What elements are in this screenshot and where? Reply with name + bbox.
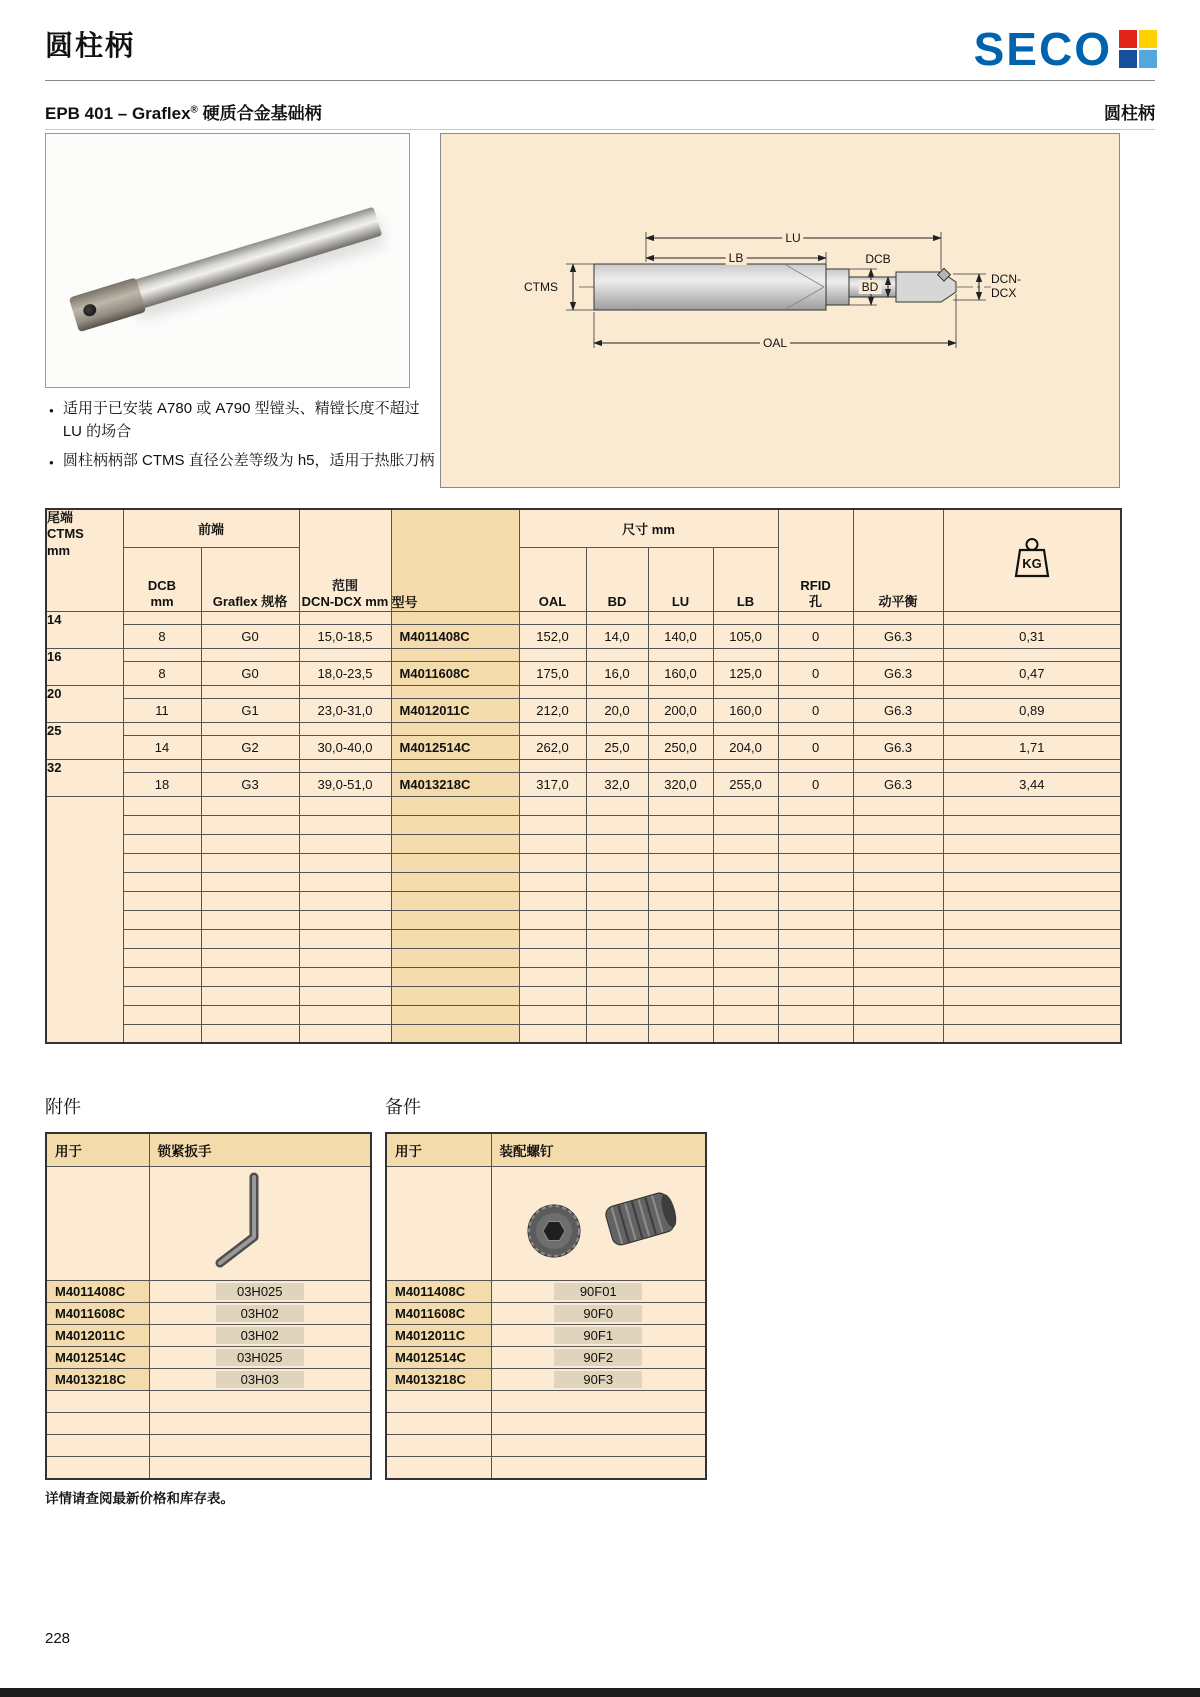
tech-diagram-svg bbox=[441, 134, 1121, 489]
empty-row bbox=[46, 815, 1121, 834]
bullet-icon: ● bbox=[49, 406, 54, 415]
spare-image-row bbox=[386, 1167, 706, 1281]
cell-spare-code: 90F01 bbox=[554, 1283, 642, 1300]
cell-oal: 175,0 bbox=[519, 661, 586, 685]
cell-ctms: 20 bbox=[46, 685, 123, 722]
empty-row bbox=[46, 834, 1121, 853]
cell-graflex: G1 bbox=[201, 698, 299, 722]
cell-accessory-code: 03H025 bbox=[216, 1349, 304, 1366]
empty-row bbox=[46, 1435, 371, 1457]
list-item bbox=[386, 1303, 706, 1325]
col-header-for: 用于 bbox=[386, 1133, 491, 1167]
cell-part-number: M4013218C bbox=[46, 1369, 149, 1391]
footer-note: 详情请查阅最新价格和库存表。 bbox=[45, 1491, 234, 1506]
cell-accessory-code: 03H02 bbox=[216, 1327, 304, 1344]
col-header-screw: 装配螺钉 bbox=[491, 1133, 706, 1167]
cell-spare-code: 90F0 bbox=[554, 1305, 642, 1322]
empty-row bbox=[386, 1435, 706, 1457]
cell-rfid: 0 bbox=[778, 698, 853, 722]
cell-bd: 25,0 bbox=[586, 735, 648, 759]
empty-row bbox=[386, 1457, 706, 1479]
cell-rfid: 0 bbox=[778, 735, 853, 759]
svg-text:KG: KG bbox=[1022, 555, 1042, 571]
dim-label-dcn-dcx: DCN- DCX bbox=[991, 272, 1021, 300]
cell-oal: 152,0 bbox=[519, 624, 586, 648]
cell-graflex: G0 bbox=[201, 624, 299, 648]
accessories-title: 附件 bbox=[45, 1097, 81, 1117]
cell-graflex: G0 bbox=[201, 661, 299, 685]
cell-model: M4013218C bbox=[391, 772, 519, 796]
empty-row bbox=[46, 986, 1121, 1005]
cell-kg: 3,44 bbox=[943, 772, 1121, 796]
empty-row bbox=[46, 967, 1121, 986]
cell-part-number: M4011408C bbox=[46, 1281, 149, 1303]
cell-kg: 1,71 bbox=[943, 735, 1121, 759]
cell-rfid: 0 bbox=[778, 661, 853, 685]
product-photo bbox=[45, 133, 410, 388]
spacer-row bbox=[46, 648, 1121, 661]
cell-lu: 250,0 bbox=[648, 735, 713, 759]
kg-weight-icon bbox=[1009, 536, 1055, 582]
empty-row bbox=[46, 1413, 371, 1435]
cell-lu: 160,0 bbox=[648, 661, 713, 685]
cell-kg: 0,31 bbox=[943, 624, 1121, 648]
cell-range: 18,0-23,5 bbox=[299, 661, 391, 685]
list-item bbox=[386, 1347, 706, 1369]
cell-range: 39,0-51,0 bbox=[299, 772, 391, 796]
cell-ctms: 14 bbox=[46, 611, 123, 648]
cell-lb: 255,0 bbox=[713, 772, 778, 796]
cell-oal: 262,0 bbox=[519, 735, 586, 759]
cell-model: M4011608C bbox=[391, 661, 519, 685]
list-item bbox=[386, 1369, 706, 1391]
cell-accessory-code: 03H025 bbox=[216, 1283, 304, 1300]
cell-kg: 0,89 bbox=[943, 698, 1121, 722]
col-header-for: 用于 bbox=[46, 1133, 149, 1167]
cell-part-number: M4011608C bbox=[46, 1303, 149, 1325]
section-divider bbox=[45, 129, 1155, 130]
list-item bbox=[46, 1303, 371, 1325]
page-bottom-bar bbox=[0, 1688, 1200, 1697]
cell-rfid: 0 bbox=[778, 624, 853, 648]
cell-part-number: M4011408C bbox=[386, 1281, 491, 1303]
col-header-rfid: RFID 孔 bbox=[778, 509, 853, 611]
bullet-item: ● 圆柱柄柄部 CTMS 直径公差等级为 h5，适用于热胀刀柄 bbox=[47, 450, 439, 473]
col-header-lb: LB bbox=[713, 547, 778, 611]
col-header-model: 型号 bbox=[391, 509, 519, 611]
spares-title: 备件 bbox=[385, 1097, 421, 1117]
empty-row bbox=[46, 948, 1121, 967]
spacer-row bbox=[46, 611, 1121, 624]
cell-balance: G6.3 bbox=[853, 661, 943, 685]
cell-ctms: 16 bbox=[46, 648, 123, 685]
cell-kg: 0,47 bbox=[943, 661, 1121, 685]
col-header-weight bbox=[943, 509, 1121, 611]
cell-oal: 317,0 bbox=[519, 772, 586, 796]
cell-dcb: 8 bbox=[123, 624, 201, 648]
hex-key-icon bbox=[150, 1167, 370, 1277]
empty-row bbox=[46, 1005, 1121, 1024]
cell-range: 15,0-18,5 bbox=[299, 624, 391, 648]
dim-label-oal: OAL bbox=[760, 336, 790, 350]
accessory-image-row bbox=[46, 1167, 371, 1281]
col-header-oal: OAL bbox=[519, 547, 586, 611]
cell-part-number: M4013218C bbox=[386, 1369, 491, 1391]
cell-lb: 204,0 bbox=[713, 735, 778, 759]
set-screws-icon bbox=[492, 1167, 705, 1277]
accessories-section bbox=[45, 1093, 370, 1480]
spacer-row bbox=[46, 685, 1121, 698]
cell-bd: 20,0 bbox=[586, 698, 648, 722]
cell-part-number: M4011608C bbox=[386, 1303, 491, 1325]
main-product-table bbox=[45, 508, 1122, 1044]
bullet-icon: ● bbox=[49, 458, 54, 467]
bullet-item: ● 适用于已安装 A780 或 A790 型镗头、精镗长度不超过 LU 的场合 bbox=[47, 398, 439, 443]
empty-row bbox=[46, 929, 1121, 948]
cell-bd: 16,0 bbox=[586, 661, 648, 685]
cell-ctms: 25 bbox=[46, 722, 123, 759]
cell-ctms: 32 bbox=[46, 759, 123, 796]
cell-balance: G6.3 bbox=[853, 772, 943, 796]
cell-dcb: 18 bbox=[123, 772, 201, 796]
list-item bbox=[386, 1281, 706, 1303]
empty-row bbox=[46, 872, 1121, 891]
seco-logo bbox=[973, 23, 1157, 75]
shank-hole bbox=[82, 303, 98, 318]
spacer-row bbox=[46, 759, 1121, 772]
list-item bbox=[46, 1281, 371, 1303]
cell-graflex: G2 bbox=[201, 735, 299, 759]
list-item bbox=[386, 1325, 706, 1347]
shank-rod bbox=[68, 204, 383, 333]
col-header-tail-ctms: 尾端 CTMS mm bbox=[46, 509, 123, 611]
bullet-list bbox=[47, 398, 439, 480]
cell-range: 30,0-40,0 bbox=[299, 735, 391, 759]
cell-spare-code: 90F2 bbox=[554, 1349, 642, 1366]
dim-label-lb: LB bbox=[726, 251, 747, 265]
empty-row bbox=[386, 1413, 706, 1435]
empty-row bbox=[46, 796, 1121, 815]
empty-row bbox=[46, 1457, 371, 1479]
cell-model: M4012011C bbox=[391, 698, 519, 722]
col-header-dcb: DCB mm bbox=[123, 547, 201, 611]
cell-balance: G6.3 bbox=[853, 624, 943, 648]
cell-accessory-code: 03H02 bbox=[216, 1305, 304, 1322]
spares-section bbox=[385, 1093, 705, 1480]
col-header-range: 范围 DCN-DCX mm bbox=[299, 509, 391, 611]
cell-lu: 200,0 bbox=[648, 698, 713, 722]
col-header-graflex: Graflex 规格 bbox=[201, 547, 299, 611]
cell-accessory-code: 03H03 bbox=[216, 1371, 304, 1388]
cell-part-number: M4012011C bbox=[46, 1325, 149, 1347]
shank-tip bbox=[69, 277, 146, 332]
cell-model: M4012514C bbox=[391, 735, 519, 759]
seco-logo-text: SECO bbox=[973, 23, 1112, 75]
col-header-front: 前端 bbox=[123, 509, 299, 547]
cell-balance: G6.3 bbox=[853, 698, 943, 722]
empty-row bbox=[46, 1391, 371, 1413]
table-row bbox=[46, 698, 1121, 722]
page-title: 圆柱柄 bbox=[45, 30, 136, 61]
dim-label-bd: BD bbox=[859, 280, 882, 294]
table-row bbox=[46, 624, 1121, 648]
cell-oal: 212,0 bbox=[519, 698, 586, 722]
seco-logo-mark-icon bbox=[1119, 30, 1157, 68]
cell-model: M4011408C bbox=[391, 624, 519, 648]
table-row bbox=[46, 772, 1121, 796]
cell-lb: 125,0 bbox=[713, 661, 778, 685]
section-title: EPB 401 – Graflex® 硬质合金基础柄 bbox=[45, 104, 322, 123]
empty-row bbox=[46, 1024, 1121, 1043]
cell-lb: 160,0 bbox=[713, 698, 778, 722]
col-header-dimensions: 尺寸 mm bbox=[519, 509, 778, 547]
col-header-bd: BD bbox=[586, 547, 648, 611]
list-item bbox=[46, 1369, 371, 1391]
cell-range: 23,0-31,0 bbox=[299, 698, 391, 722]
table-row bbox=[46, 661, 1121, 685]
list-item bbox=[46, 1325, 371, 1347]
spacer-row bbox=[46, 722, 1121, 735]
col-header-wrench: 锁紧扳手 bbox=[149, 1133, 371, 1167]
empty-row bbox=[46, 910, 1121, 929]
cell-lb: 105,0 bbox=[713, 624, 778, 648]
empty-row bbox=[46, 853, 1121, 872]
cell-part-number: M4012514C bbox=[46, 1347, 149, 1369]
dim-label-lu: LU bbox=[782, 231, 803, 245]
cell-rfid: 0 bbox=[778, 772, 853, 796]
spares-table bbox=[385, 1132, 707, 1480]
cell-dcb: 11 bbox=[123, 698, 201, 722]
section-title-right: 圆柱柄 bbox=[1104, 104, 1155, 123]
dim-label-dcb: DCB bbox=[862, 252, 893, 266]
accessories-table bbox=[45, 1132, 372, 1480]
cell-part-number: M4012011C bbox=[386, 1325, 491, 1347]
cell-part-number: M4012514C bbox=[386, 1347, 491, 1369]
list-item bbox=[46, 1347, 371, 1369]
section-title-row bbox=[45, 99, 1155, 124]
col-header-balance: 动平衡 bbox=[853, 509, 943, 611]
dim-label-ctms: CTMS bbox=[521, 280, 561, 294]
cell-graflex: G3 bbox=[201, 772, 299, 796]
table-row bbox=[46, 735, 1121, 759]
cell-spare-code: 90F1 bbox=[554, 1327, 642, 1344]
cell-lu: 140,0 bbox=[648, 624, 713, 648]
col-header-lu: LU bbox=[648, 547, 713, 611]
cell-dcb: 14 bbox=[123, 735, 201, 759]
cell-bd: 14,0 bbox=[586, 624, 648, 648]
page-number: 228 bbox=[45, 1630, 71, 1647]
tech-diagram bbox=[440, 133, 1120, 488]
cell-spare-code: 90F3 bbox=[554, 1371, 642, 1388]
cell-lu: 320,0 bbox=[648, 772, 713, 796]
cell-bd: 32,0 bbox=[586, 772, 648, 796]
header-divider bbox=[45, 80, 1155, 81]
cell-balance: G6.3 bbox=[853, 735, 943, 759]
empty-row bbox=[46, 891, 1121, 910]
cell-dcb: 8 bbox=[123, 661, 201, 685]
empty-row bbox=[386, 1391, 706, 1413]
